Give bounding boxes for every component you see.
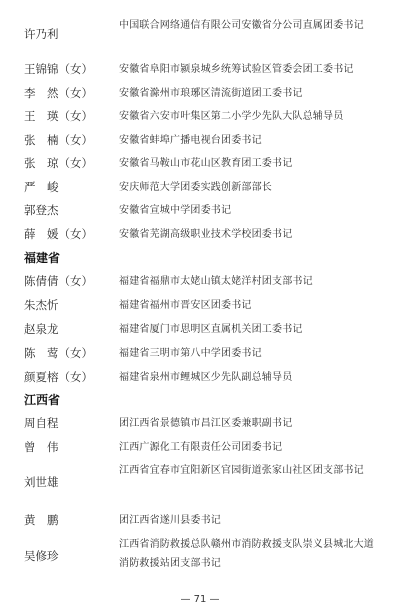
list-item [0, 365, 400, 389]
person-position: 团江西省遂川县委书记 [119, 515, 221, 526]
person-position: 福建省福州市晋安区团委书记 [119, 300, 252, 311]
person-position: 江西广源化工有限责任公司团委书记 [119, 442, 283, 453]
list-item [0, 317, 400, 341]
person-position: 安徽省滁州市琅琊区清流街道团工委书记 [119, 88, 303, 99]
person-name: 张 楠（女） [24, 133, 93, 147]
person-name: 颜夏榕（女） [24, 370, 93, 384]
list-item [0, 222, 400, 246]
person-position: 江西省消防救援总队赣州市消防救援支队崇义县城北大道消防救援站团支部书记 [119, 539, 374, 569]
person-position: 福建省泉州市鲤城区少先队副总辅导员 [119, 372, 293, 383]
person-position: 安徽省宣城中学团委书记 [119, 205, 232, 216]
person-name: 黄 鹏 [24, 513, 59, 527]
person-name: 许乃利 [24, 27, 59, 41]
list-item [0, 532, 400, 580]
list-item [0, 128, 400, 152]
person-name: 朱杰忻 [24, 298, 59, 312]
person-position: 福建省福鼎市太姥山镇太姥洋村团支部书记 [119, 276, 313, 287]
list-item [0, 57, 400, 81]
person-name: 严 峻 [24, 180, 59, 194]
list-item [0, 13, 400, 55]
person-name: 王 瑛（女） [24, 109, 93, 123]
list-item [0, 151, 400, 175]
list-item [0, 81, 400, 105]
person-name: 王锦锦（女） [24, 62, 93, 76]
list-item [0, 104, 400, 128]
section-heading: 福建省 [24, 251, 61, 265]
person-name: 李 然（女） [24, 86, 93, 100]
person-name: 曾 伟 [24, 440, 59, 454]
person-position: 安徽省阜阳市颍泉城乡统筹试验区管委会团工委书记 [119, 64, 354, 75]
person-name: 张 琼（女） [24, 156, 93, 170]
person-name: 郭登杰 [24, 203, 59, 217]
list-item [0, 198, 400, 222]
person-name: 陈倩倩（女） [24, 274, 93, 288]
list-item [0, 293, 400, 317]
person-name: 周自程 [24, 416, 59, 430]
list-item [0, 458, 400, 506]
list-item [0, 411, 400, 435]
person-position: 安徽省芜湖高级职业技术学校团委书记 [119, 229, 293, 240]
list-item [0, 508, 400, 532]
person-name: 薛 媛（女） [24, 227, 93, 241]
list-item [0, 175, 400, 199]
list-item [0, 341, 400, 365]
person-position: 安徽省六安市叶集区第二小学少先队大队总辅导员 [119, 111, 344, 122]
person-position: 江西省宜春市宜阳新区官园街道张家山社区团支部书记 [119, 465, 364, 476]
person-position: 安徽省蚌埠广播电视台团委书记 [119, 135, 262, 146]
person-name: 吴修珍 [24, 549, 59, 563]
person-position: 中国联合网络通信有限公司安徽省分公司直属团委书记 [119, 20, 364, 31]
person-position: 福建省厦门市思明区直属机关团工委书记 [119, 324, 303, 335]
person-position: 安徽省马鞍山市花山区教育团工委书记 [119, 158, 293, 169]
person-position: 福建省三明市第八中学团委书记 [119, 348, 262, 359]
person-name: 刘世雄 [24, 475, 59, 489]
person-position: 安庆师范大学团委实践创新部部长 [119, 182, 272, 193]
page-number: — 71 — [180, 594, 220, 605]
person-name: 陈 莺（女） [24, 346, 93, 360]
list-item [0, 269, 400, 293]
list-item [0, 435, 400, 459]
person-position: 团江西省景德镇市昌江区委兼职副书记 [119, 418, 293, 429]
person-name: 赵泉龙 [24, 322, 59, 336]
section-heading: 江西省 [24, 393, 61, 407]
